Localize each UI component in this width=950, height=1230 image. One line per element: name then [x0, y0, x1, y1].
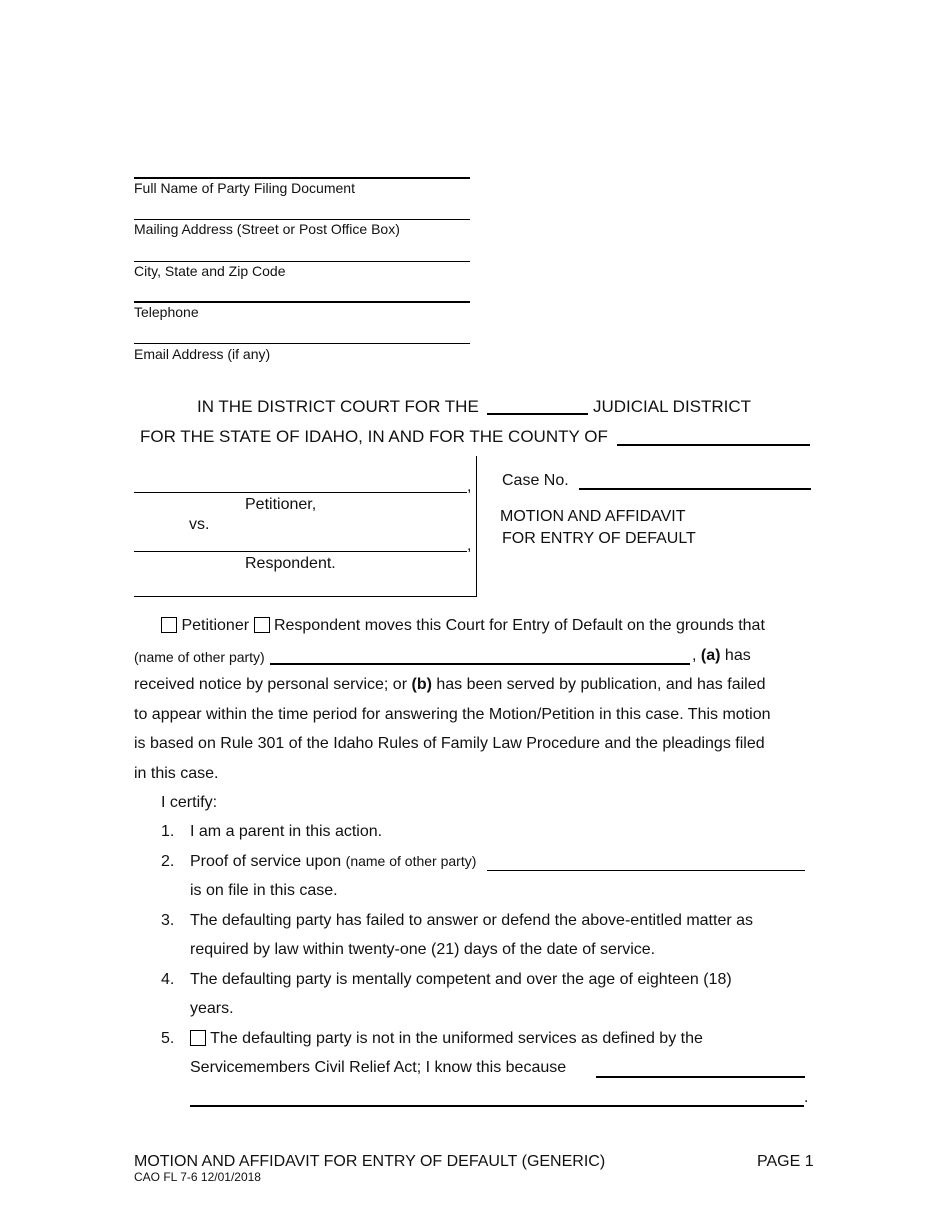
city-state-zip-line[interactable]: [134, 261, 470, 262]
respondent-comma: ,: [467, 537, 472, 554]
court-line1-post: JUDICIAL DISTRICT: [593, 397, 752, 416]
mailing-address-line[interactable]: [134, 219, 470, 220]
mailing-address-label: Mailing Address (Street or Post Office Box): [134, 221, 400, 237]
service-party-blank[interactable]: [487, 870, 805, 871]
respondent-label: Respondent.: [245, 555, 336, 572]
other-party-comma: ,: [692, 647, 697, 664]
petitioner-name-line[interactable]: [134, 492, 467, 493]
respondent-name-line[interactable]: [134, 551, 467, 552]
item-5-period: .: [804, 1089, 809, 1106]
item-5-num: 5.: [161, 1030, 175, 1047]
motion-line4: to appear within the time period for answering the Motion/Petition in this case. This motion: [134, 706, 771, 723]
footer-title: MOTION AND AFFIDAVIT FOR ENTRY OF DEFAULT (GENERIC): [134, 1153, 606, 1170]
city-state-zip-label: City, State and Zip Code: [134, 263, 286, 279]
item-5-line1: [190, 1030, 703, 1048]
footer-form-code: CAO FL 7-6 12/01/2018: [134, 1170, 261, 1184]
petitioner-checkbox-label: Petitioner: [181, 617, 250, 634]
telephone-line[interactable]: [134, 301, 470, 303]
item-1-text: I am a parent in this action.: [190, 823, 383, 840]
motion-line3: [134, 676, 766, 694]
item-3-line1: The defaulting party has failed to answer or defend the above-entitled matter as: [190, 912, 754, 929]
motion-line3-pre: received notice by personal service; or: [134, 676, 408, 693]
petitioner-comma: ,: [467, 478, 472, 495]
has-text: has: [724, 647, 751, 664]
email-label: Email Address (if any): [134, 346, 271, 362]
item-4-line1: The defaulting party is mentally competent and over the age of eighteen (18): [190, 971, 732, 988]
case-no-blank[interactable]: [579, 488, 811, 490]
certify-intro: I certify:: [161, 794, 218, 811]
item-3-num: 3.: [161, 912, 175, 929]
item-2-line1: [190, 853, 476, 871]
motion-line1: [161, 617, 765, 635]
case-no-label: Case No.: [502, 472, 569, 489]
telephone-label: Telephone: [134, 304, 199, 320]
item-3-line2: required by law within twenty-one (21) days of the date of service.: [190, 941, 656, 958]
caption-divider: [476, 456, 477, 597]
item-4-num: 4.: [161, 971, 175, 988]
judicial-district-blank[interactable]: [487, 413, 588, 415]
email-line[interactable]: [134, 343, 470, 344]
respondent-checkbox[interactable]: [254, 617, 270, 633]
item-2-num: 2.: [161, 853, 175, 870]
footer-page-number: PAGE 1: [757, 1153, 814, 1170]
document-title-line2: FOR ENTRY OF DEFAULT: [502, 530, 696, 547]
county-blank[interactable]: [617, 444, 810, 446]
item-2-line2: is on file in this case.: [190, 882, 338, 899]
full-name-line[interactable]: [134, 177, 470, 179]
item-4-line2: years.: [190, 1000, 234, 1017]
court-line2: FOR THE STATE OF IDAHO, IN AND FOR THE COUNTY OF: [140, 427, 608, 446]
item-1-num: 1.: [161, 823, 175, 840]
option-a-label: (a): [700, 647, 721, 664]
item-2-text-pre: Proof of service upon: [190, 853, 342, 870]
motion-line6: in this case.: [134, 765, 219, 782]
item-5-line1-text: The defaulting party is not in the uniformed services as defined by the: [210, 1030, 703, 1047]
vs-label: vs.: [189, 516, 210, 533]
motion-line3-post: has been served by publication, and has failed: [436, 676, 766, 693]
item-5-line2: Servicemembers Civil Relief Act; I know this because: [190, 1059, 567, 1076]
option-b-label: (b): [411, 676, 432, 693]
motion-line2-end: [692, 647, 751, 665]
reason-blank-2[interactable]: [190, 1105, 804, 1107]
document-title-line1: MOTION AND AFFIDAVIT: [500, 508, 686, 525]
reason-blank-1[interactable]: [596, 1076, 805, 1078]
full-name-label: Full Name of Party Filing Document: [134, 180, 355, 196]
other-party-blank[interactable]: [270, 663, 690, 665]
court-line1-pre: IN THE DISTRICT COURT FOR THE: [197, 397, 479, 416]
other-party-label: (name of other party): [134, 649, 265, 665]
motion-line1-text: Respondent moves this Court for Entry of Default on the grounds that: [273, 617, 765, 634]
petitioner-label: Petitioner,: [245, 496, 317, 513]
petitioner-checkbox[interactable]: [161, 617, 177, 633]
caption-bottom-rule: [134, 596, 477, 597]
uniformed-services-checkbox[interactable]: [190, 1030, 206, 1046]
motion-line5: is based on Rule 301 of the Idaho Rules of Family Law Procedure and the pleadings filed: [134, 735, 765, 752]
item-2-other-party-label: (name of other party): [345, 853, 477, 869]
